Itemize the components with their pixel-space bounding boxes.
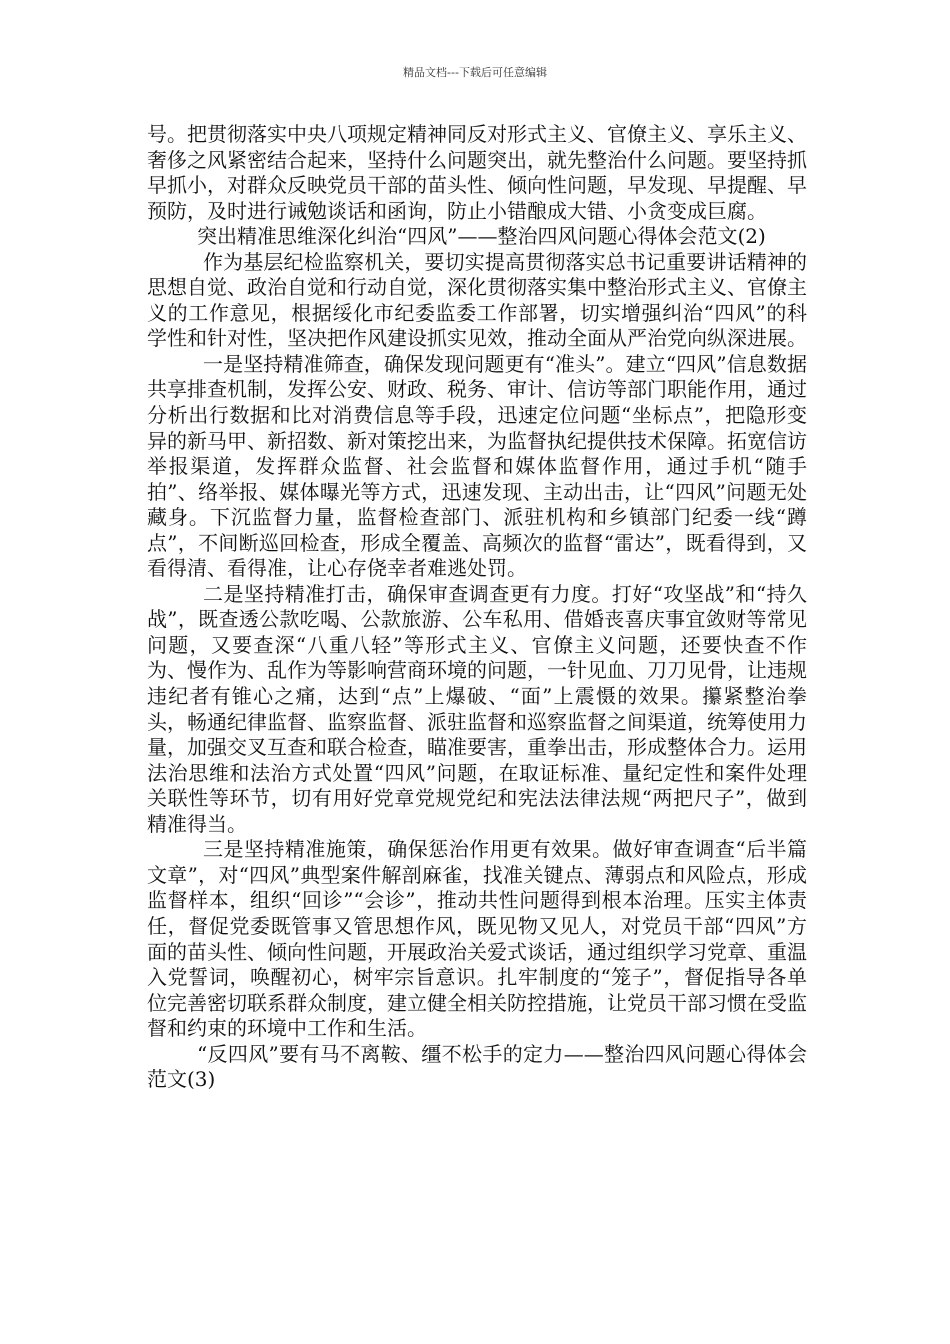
section-title: 突出精准思维深化纠治“四风”——整治四风问题心得体会范文(2) [197, 224, 766, 249]
paragraph: 作为基层纪检监察机关，要切实提高贯彻落实总书记重要讲话精神的思想自觉、政治自觉和行动自觉，深化贯彻落实集中整治形式主义、官僚主义的工作意见，根据绥化市纪委监委工作部署，切实增强纠治“四风”的科学性和针对性，坚决把作风建设抓实见效，推动全面从严治党向纵深进展。 [147, 249, 807, 351]
paragraph: 三是坚持精准施策，确保惩治作用更有效果。做好审查调查“后半篇文章”，对“四风”典型案件解剖麻雀，找准关键点、薄弱点和风险点，形成监督样本，组织“回诊”“会诊”，推动共性问题得到根本治理。压实主体责任，督促党委既管事又管思想作风，既见物又见人，对党员干部“四风”方面的苗头性、倾向性问题，开展政治关爱式谈话，通过组织学习党章、重温入党誓词，唤醒初心，树牢宗旨意识。扎牢制度的“笼子”，督促指导各单位完善密切联系群众制度，建立健全相关防控措施，让党员干部习惯在受监督和约束的环境中工作和生活。 [147, 837, 807, 1041]
paragraph-continued: 号。把贯彻落实中央八项规定精神同反对形式主义、官僚主义、享乐主义、奢侈之风紧密结合起来，坚持什么问题突出，就先整治什么问题。要坚持抓早抓小，对群众反映党员干部的苗头性、倾向性问题，早发现、早提醒、早预防，及时进行诫勉谈话和函询，防止小错酿成大错、小贪变成巨腐。 [147, 122, 807, 223]
document-body [147, 122, 807, 1093]
page-header: 精品文档---下载后可任意编辑 [403, 66, 547, 79]
section-title: “反四风”要有马不离鞍、缰不松手的定力——整治四风问题心得体会范文(3) [147, 1041, 807, 1092]
paragraph: 一是坚持精准筛查，确保发现问题更有“准头”。建立“四风”信息数据共享排查机制，发挥公安、财政、税务、审计、信访等部门职能作用，通过分析出行数据和比对消费信息等手段，迅速定位问题“坐标点”，把隐形变异的新马甲、新招数、新对策挖出来，为监督执纪提供技术保障。拓宽信访举报渠道，发挥群众监督、社会监督和媒体监督作用，通过手机“随手拍”、络举报、媒体曝光等方式，迅速发现、主动出击，让“四风”问题无处藏身。下沉监督力量，监督检查部门、派驻机构和乡镇部门纪委一线“蹲点”，不间断巡回检查，形成全覆盖、高频次的监督“雷达”，既看得到，又看得清、看得准，让心存侥幸者难逃处罚。 [147, 351, 807, 581]
paragraph: 二是坚持精准打击，确保审查调查更有力度。打好“攻坚战”和“持久战”，既查透公款吃喝、公款旅游、公车私用、借婚丧喜庆事宜敛财等常见问题，又要查深“八重八轻”等形式主义、官僚主义问题，还要快查不作为、慢作为、乱作为等影响营商环境的问题，一针见血、刀刀见骨，让违规违纪者有锥心之痛，达到“点”上爆破、“面”上震慑的效果。攥紧整治拳头，畅通纪律监督、监察监督、派驻监督和巡察监督之间渠道，统筹使用力量，加强交叉互查和联合检查，瞄准要害，重拳出击，形成整体合力。运用法治思维和法治方式处置“四风”问题，在取证标准、量纪定性和案件处理关联性等环节，切有用好党章党规党纪和宪法法律法规“两把尺子”，做到精准得当。 [147, 581, 807, 836]
